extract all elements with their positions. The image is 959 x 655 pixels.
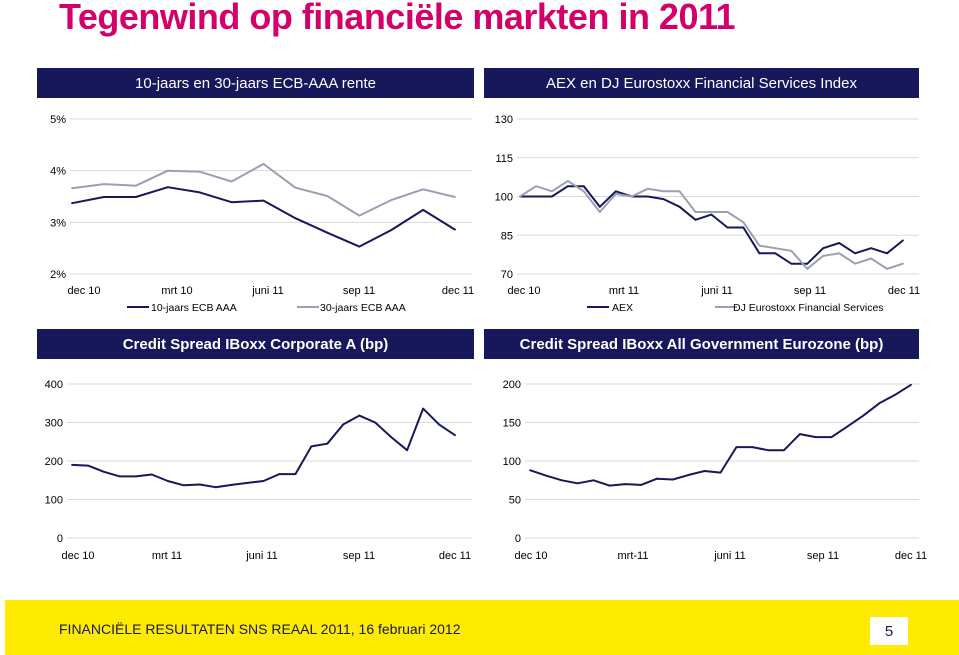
x-tick-label: juni 11 (252, 285, 284, 297)
data-point (751, 446, 753, 448)
y-tick-label: 400 (44, 379, 63, 391)
legend-label: AEX (612, 302, 634, 314)
data-point (624, 483, 626, 485)
x-tick-label: dec 10 (507, 285, 541, 297)
x-tick-label: juni 11 (714, 550, 746, 562)
x-tick-label: juni 11 (701, 285, 733, 297)
footer-text: FINANCIËLE RESULTATEN SNS REAAL 2011, 16 februari 2012 (59, 621, 461, 637)
data-point (640, 484, 642, 486)
data-point (767, 449, 769, 451)
x-tick-label: dec 10 (67, 285, 101, 297)
data-point (831, 436, 833, 438)
y-tick-label: 2% (50, 269, 66, 281)
data-point (735, 446, 737, 448)
y-tick-label: 0 (514, 533, 521, 545)
y-tick-label: 100 (494, 191, 513, 204)
legend-label: 30-jaars ECB AAA (320, 302, 406, 314)
x-tick-label: juni 11 (246, 550, 278, 562)
data-point (672, 479, 674, 481)
x-tick-label: sep 11 (793, 285, 827, 297)
data-point (577, 482, 579, 484)
y-tick-label: 100 (44, 494, 63, 507)
data-point (656, 478, 658, 480)
y-tick-label: 200 (502, 379, 521, 391)
y-tick-label: 130 (494, 114, 513, 126)
x-tick-label: mrt 11 (151, 550, 183, 562)
y-tick-label: 4% (50, 165, 66, 178)
data-point (720, 472, 722, 474)
chart-title: AEX en DJ Eurostoxx Financial Services Index (484, 68, 919, 98)
series-line (530, 385, 911, 486)
x-tick-label: mrt-11 (617, 550, 649, 562)
x-tick-label: dec 11 (887, 285, 921, 297)
data-point (815, 436, 817, 438)
data-point (910, 384, 912, 386)
legend-label: DJ Eurostoxx Financial Services (733, 302, 884, 314)
y-tick-label: 70 (500, 269, 513, 281)
data-point (688, 474, 690, 476)
chart-title: Credit Spread IBoxx All Government Eurozone (bp) (484, 329, 919, 359)
x-tick-label: dec 11 (441, 285, 475, 297)
x-tick-label: sep 11 (342, 285, 376, 297)
y-tick-label: 50 (508, 494, 521, 507)
y-tick-label: 115 (495, 152, 513, 165)
x-tick-label: sep 11 (342, 550, 376, 562)
data-point (862, 415, 864, 417)
y-tick-label: 200 (44, 456, 63, 468)
data-point (593, 479, 595, 481)
y-tick-label: 100 (502, 456, 521, 468)
y-tick-label: 0 (56, 533, 63, 545)
x-tick-label: mrt 11 (608, 285, 640, 297)
y-tick-label: 5% (50, 114, 66, 126)
y-tick-label: 3% (50, 217, 66, 230)
x-tick-label: dec 10 (61, 550, 95, 562)
data-point (894, 394, 896, 396)
data-point (608, 485, 610, 487)
data-point (529, 469, 531, 471)
chart-title: 10-jaars en 30-jaars ECB-AAA rente (37, 68, 474, 98)
x-tick-label: sep 11 (806, 550, 840, 562)
data-point (847, 425, 849, 427)
legend-label: 10-jaars ECB AAA (151, 302, 237, 314)
data-point (545, 475, 547, 477)
x-tick-label: dec 11 (438, 550, 472, 562)
data-point (878, 402, 880, 404)
data-point (783, 449, 785, 451)
page-number: 5 (870, 617, 908, 645)
y-tick-label: 300 (44, 417, 63, 430)
x-tick-label: dec 11 (894, 550, 928, 562)
x-tick-label: dec 10 (514, 550, 548, 562)
y-tick-label: 85 (500, 230, 513, 243)
data-point (704, 470, 706, 472)
page-title: Tegenwind op financiële markten in 2011 (59, 0, 736, 37)
x-tick-label: mrt 10 (161, 285, 193, 297)
chart-title: Credit Spread IBoxx Corporate A (bp) (37, 329, 474, 359)
data-point (561, 479, 563, 481)
y-tick-label: 150 (502, 417, 521, 430)
data-point (799, 433, 801, 435)
